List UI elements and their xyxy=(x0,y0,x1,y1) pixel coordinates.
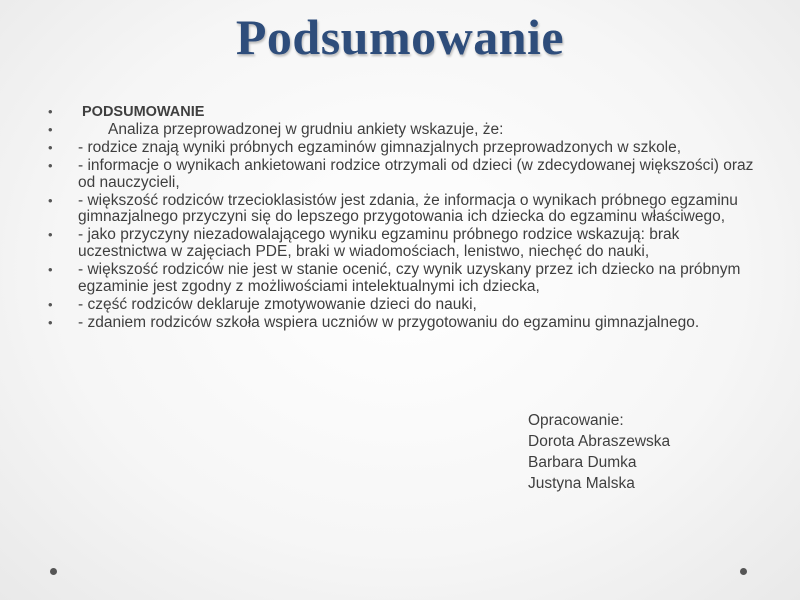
author-name: Dorota Abraszewska xyxy=(528,433,671,450)
bullet-item xyxy=(40,315,760,332)
decorative-dot-right xyxy=(740,568,747,575)
bullet-list xyxy=(40,104,760,333)
bullet-text: - jako przyczyny niezadowalającego wyniku egzaminu próbnego rodzice wskazują: brak uczestnictwa w zajęciach PDE, braki w wiadomościach, lenistwo, niechęć do nauki, xyxy=(78,226,680,260)
decorative-dot-left xyxy=(50,568,57,575)
author-block xyxy=(528,410,670,494)
author-name: Justyna Malska xyxy=(528,475,635,492)
bullet-item xyxy=(40,140,760,157)
author-name: Barbara Dumka xyxy=(528,454,637,471)
bullet-item xyxy=(40,297,760,314)
author-label: Opracowanie: xyxy=(528,412,624,429)
slide-title: Podsumowanie xyxy=(235,9,565,65)
bullet-item xyxy=(40,227,760,260)
bullet-text: - zdaniem rodziców szkoła wspiera uczniów w przygotowaniu do egzaminu gimnazjalnego. xyxy=(78,313,700,331)
bullet-text: - część rodziców deklaruje zmotywowanie dzieci do nauki, xyxy=(78,295,477,313)
bullet-item xyxy=(40,104,760,121)
bullet-item xyxy=(40,158,760,191)
bullet-item xyxy=(40,193,760,226)
bullet-text: PODSUMOWANIE xyxy=(82,104,205,120)
bullet-text: - rodzice znają wyniki próbnych egzaminów gimnazjalnych przeprowadzonych w szkole, xyxy=(78,139,682,157)
bullet-item xyxy=(40,122,760,139)
bullet-text: - informacje o wynikach ankietowani rodzice otrzymali od dzieci (w zdecydowanej większości) oraz od nauczycieli, xyxy=(78,157,754,191)
bullet-item xyxy=(40,262,760,295)
bullet-text: - większość rodziców nie jest w stanie ocenić, czy wynik uzyskany przez ich dziecko na próbnym egzaminie jest zgodny z możliwościami intelektualnymi ich dziecka, xyxy=(78,261,741,295)
bullet-text: Analiza przeprowadzonej w grudniu ankiety wskazuje, że: xyxy=(108,121,504,139)
bullet-text: - większość rodziców trzecioklasistów jest zdania, że informacja o wynikach próbnego egzaminu gimnazjalnego przyczyni się do lepszego przygotowania ich dziecka do egzaminu właściwego, xyxy=(78,191,738,226)
